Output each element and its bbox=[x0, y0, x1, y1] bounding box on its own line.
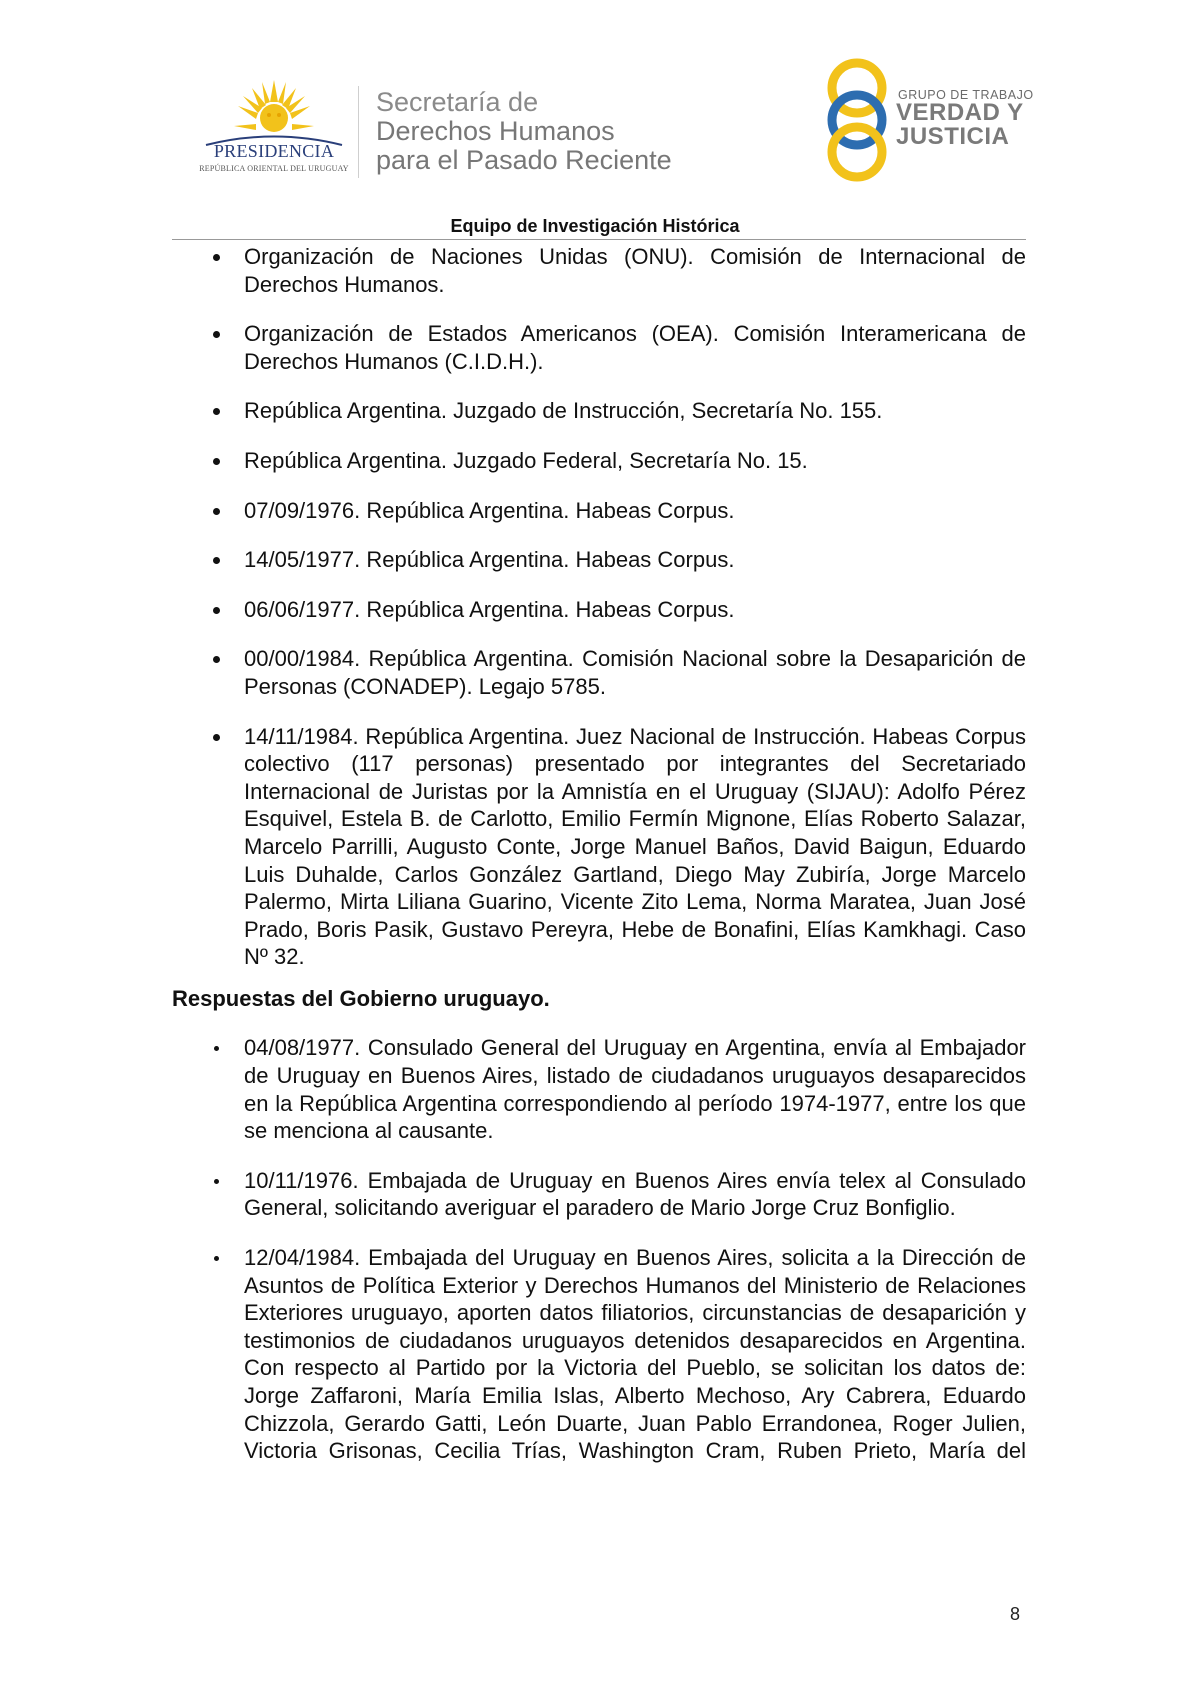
responses-list bbox=[172, 1034, 1026, 1464]
sources-list bbox=[172, 243, 1026, 971]
grupo-trabajo-logo bbox=[822, 58, 1032, 182]
list-item: 10/11/1976. Embajada de Uruguay en Buenos Aires envía telex al Consulado General, solicitando averiguar el paradero de Mario Jorge Cruz Bonfiglio. bbox=[244, 1167, 1026, 1221]
section-heading: Respuestas del Gobierno uruguayo. bbox=[172, 985, 550, 1011]
secretaria-line-3: para el Pasado Reciente bbox=[376, 145, 672, 175]
list-item: República Argentina. Juzgado de Instrucción, Secretaría No. 155. bbox=[244, 398, 883, 424]
secretaria-line-1: Secretaría de bbox=[376, 87, 539, 117]
document-body bbox=[172, 243, 1026, 1487]
list-item: Organización de Naciones Unidas (ONU). Comisión de Internacional de Derechos Humanos. bbox=[244, 244, 1026, 297]
page-number: 8 bbox=[1010, 1604, 1021, 1624]
list-item: 06/06/1977. República Argentina. Habeas Corpus. bbox=[244, 596, 735, 622]
grupo-line-1: GRUPO DE TRABAJO bbox=[898, 88, 1034, 102]
list-item: 07/09/1976. República Argentina. Habeas Corpus. bbox=[244, 497, 735, 523]
presidencia-subtitle: REPÚBLICA ORIENTAL DEL URUGUAY bbox=[199, 164, 349, 173]
grupo-line-3: JUSTICIA bbox=[896, 123, 1010, 150]
grupo-line-2: VERDAD Y bbox=[896, 99, 1024, 126]
list-item: 12/04/1984. Embajada del Uruguay en Buenos Aires, solicita a la Dirección de Asuntos de Política Exterior y Derechos Humanos del Ministerio de Relaciones Exteriores uruguayo, aporten datos filiatorios, circunstancias de desaparición y testimonios de ciudadanos uruguayos detenidos desaparecidos en Argentina. Con respecto al Partido por la Victoria del Pueblo, se solicitan los datos de: Jorge Zaffaroni, María Emilia Islas, Alberto Mechoso, Ary Cabrera, Eduardo Chizzola, Gerardo Gatti, León Duarte, Juan Pablo Errandonea, Roger Julien, Victoria Grisonas, Cecilia Trías, Washington Cram, Ruben Prieto, María del bbox=[244, 1245, 1026, 1464]
secretaria-line-2: Derechos Humanos bbox=[376, 116, 615, 146]
secretaria-logo-text bbox=[376, 88, 672, 175]
logo-divider bbox=[358, 86, 359, 178]
list-item: República Argentina. Juzgado Federal, Secretaría No. 15. bbox=[244, 447, 808, 473]
rings-icon bbox=[822, 58, 892, 182]
list-item: 00/00/1984. República Argentina. Comisión Nacional sobre la Desaparición de Personas (CONADEP). Legajo 5785. bbox=[244, 646, 1026, 699]
team-title: Equipo de Investigación Histórica bbox=[450, 216, 740, 236]
list-item: Organización de Estados Americanos (OEA). Comisión Interamericana de Derechos Humanos (C.I.D.H.). bbox=[244, 321, 1026, 374]
list-item: 14/11/1984. República Argentina. Juez Nacional de Instrucción. Habeas Corpus colectivo (117 personas) presentado por integrantes del Secretariado Internacional de Juristas por la Amnistía en el Uruguay (SIJAU): Adolfo Pérez Esquivel, Estela B. de Carlotto, Emilio Fermín Mignone, Elías Roberto Salazar, Marcelo Parrilli, Augusto Conte, Jorge Manuel Baños, David Baigun, Eduardo Luis Duhalde, Carlos González Gartland, Diego May Zubiría, Jorge Marcelo Palermo, Mirta Liliana Guarino, Vicente Zito Lema, Norma Maratea, Juan José Prado, Boris Pasik, Gustavo Pereyra, Hebe de Bonafini, Elías Kamkhagi. Caso Nº 32. bbox=[244, 723, 1026, 970]
presidencia-title: PRESIDENCIA bbox=[213, 141, 335, 161]
list-item: 04/08/1977. Consulado General del Uruguay en Argentina, envía al Embajador de Uruguay en Buenos Aires, listado de ciudadanos uruguayos desaparecidos en la República Argentina correspondiendo al período 1974-1977, entre los que se menciona al causante. bbox=[244, 1035, 1026, 1144]
header-rule bbox=[172, 239, 1026, 240]
list-item: 14/05/1977. República Argentina. Habeas Corpus. bbox=[244, 547, 735, 573]
presidencia-logo bbox=[196, 78, 352, 178]
